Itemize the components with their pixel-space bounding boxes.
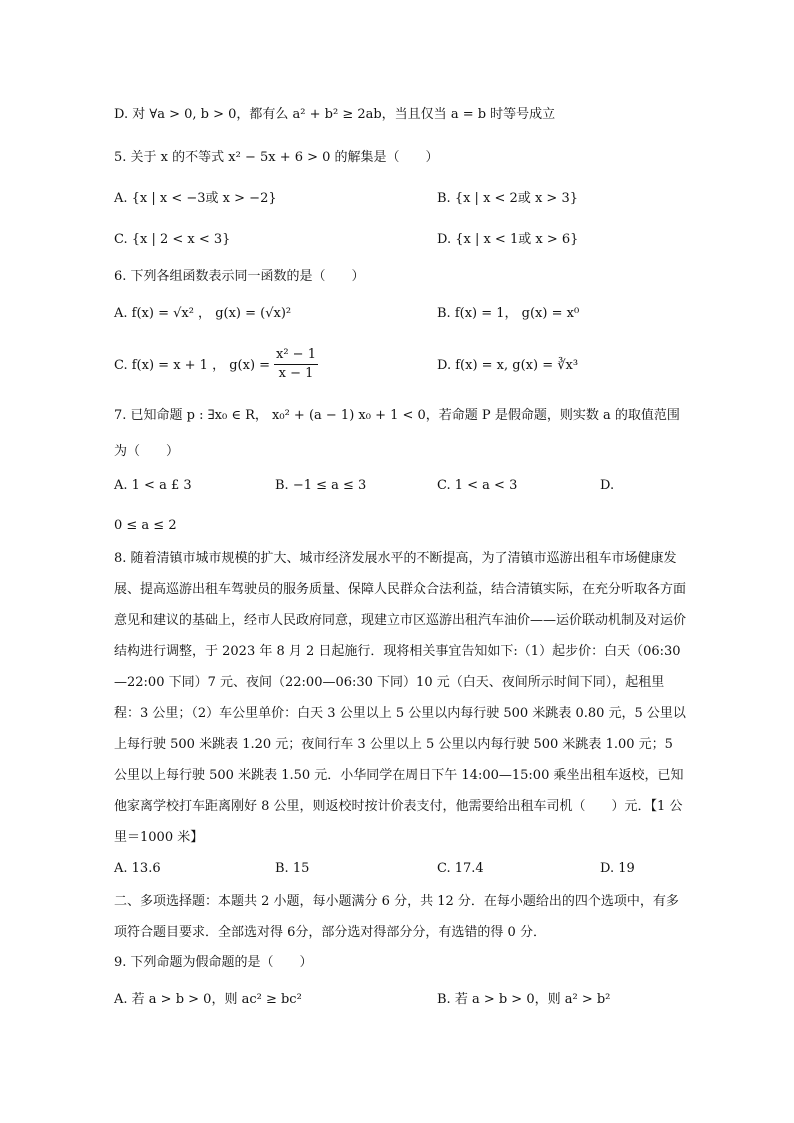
q8-option-c: C. 17.4 — [437, 861, 484, 876]
q7-option-d-value: 0 ≤ a ≤ 2 — [114, 518, 177, 533]
q9-option-b: B. 若 a > b > 0，则 a² > b² — [437, 992, 611, 1007]
q7-option-d-label: D. — [600, 478, 615, 493]
q6c-fraction — [274, 346, 318, 383]
q5-option-b: B. {x | x < 2或 x > 3} — [437, 191, 578, 206]
q6-option-a: A. f(x) = √x² ， g(x) = (√x)² — [114, 306, 292, 321]
q8-option-b: B. 15 — [275, 861, 310, 876]
q6c-text: C. f(x) = x + 1 ， g(x) = — [114, 358, 271, 373]
question-6: 6. 下列各组函数表示同一函数的是（ ） — [114, 269, 365, 284]
q5-option-a: A. {x | x < −3或 x > −2} — [114, 191, 277, 206]
q6c-denominator: x − 1 — [278, 366, 314, 381]
q7-option-c: C. 1 < a < 3 — [437, 478, 518, 493]
question-7-line2: 为（ ） — [114, 444, 180, 459]
q8-option-a: A. 13.6 — [114, 861, 161, 876]
question-9: 9. 下列命题为假命题的是（ ） — [114, 955, 313, 970]
q6-option-d: D. f(x) = x, g(x) = ∛x³ — [437, 358, 579, 373]
option-d-statement: D. 对 ∀a > 0, b > 0，都有么 a² + b² ≥ 2ab，当且仅当 a = b 时等号成立 — [114, 107, 556, 122]
question-7-line1: 7. 已知命题 p : ∃x₀ ∈ R， x₀² + (a − 1) x₀ + 1 < 0，若命题 P 是假命题，则实数 a 的取值范围 — [114, 408, 680, 423]
q7-option-a: A. 1 < a £ 3 — [114, 478, 192, 493]
q6c-numerator: x² − 1 — [274, 346, 318, 365]
section-2-heading: 二、多项选择题：本题共 2 小题，每小题满分 6 分，共 12 分．在每小题给出的四个选项中，有多项符合题目要求．全部选对得 6分，部分选对得部分分，有选错的得 0 分． — [114, 894, 679, 940]
question-8: 8. 随着清镇市城市规模的扩大、城市经济发展水平的不断提高，为了清镇市巡游出租车市场健康发展、提高巡游出租车驾驶员的服务质量、保障人民群众合法利益，结合清镇实际，在充分听取各方面意见和建议的基础上，经市人民政府同意，现建立市区巡游出租汽车油价——运价联动机制及对运价结构进行调整，于 2023 年 8 月 2 日起施行．现将相关事宜告知如下:（1）起步价：白天（06:30—22:00 下同）7 元、夜间（22:00—06:30 下同）10 元（白天、夜间所示时间下同），起租里程：3 公里；（2）车公里单价：白天 3 公里以上 5 公里以内每行驶 500 米跳表 0.80 元，5 公里以上每行驶 500 米跳表 1.20 元；夜间行车 3 公里以上 5 公里以内每行驶 500 米跳表 1.00 元；5 公里以上每行驶 500 米跳表 1.50 元．小华同学在周日下午 14:00—15:00 乘坐出租车返校，已知他家离学校打车距离刚好 8 公里，则返校时按计价表支付，他需要给出租车司机（ ）元．【1 公里＝1000 米】 — [114, 551, 687, 845]
question-5: 5. 关于 x 的不等式 x² − 5x + 6 > 0 的解集是（ ） — [114, 150, 439, 165]
q5-option-c: C. {x | 2 < x < 3} — [114, 232, 231, 247]
q5-option-d: D. {x | x < 1或 x > 6} — [437, 232, 579, 247]
q6-option-b: B. f(x) = 1， g(x) = x⁰ — [437, 306, 580, 321]
q8-option-d: D. 19 — [600, 861, 635, 876]
q9-option-a: A. 若 a > b > 0，则 ac² ≥ bc² — [114, 992, 302, 1007]
q7-option-b: B. −1 ≤ a ≤ 3 — [275, 478, 367, 493]
